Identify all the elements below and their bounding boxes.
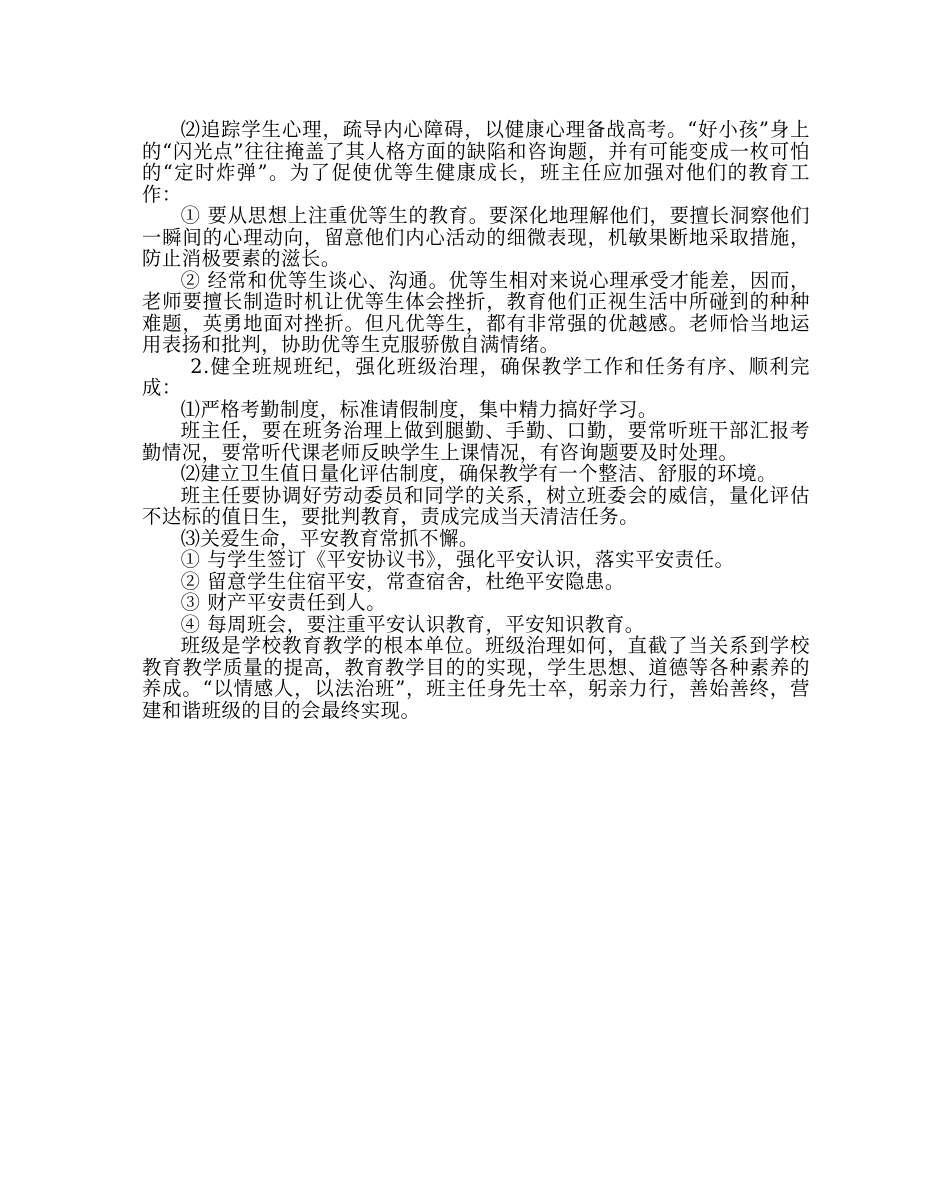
paragraph-safety-item-4: ④ 每周班会，要注重平安认识教育，平安知识教育。 bbox=[180, 612, 645, 636]
paragraph-mental-health: ⑵追踪学生心理，疏导内心障碍，以健康心理备战高考。“好小孩”身上的“闪光点”往往掩盖了其人格方面的缺陷和咨询题，并有可能变成一枚可怕的“定时炸弹”。为了促使优等生健康成长，班主任应加强对他们的教育工作： bbox=[142, 118, 810, 206]
paragraph-class-teacher-duties: 班主任，要在班务治理上做到腿勤、手勤、口勤，要常听班干部汇报考勤情况，要常听代课老师反映学生上课情况，有咨询题要及时处理。 bbox=[142, 419, 810, 464]
paragraph-section-2-heading: 2.健全班规班纪，强化班级治理，确保教学工作和任务有序、顺利完成： bbox=[142, 354, 810, 399]
paragraph-item-1-ideology: ① 要从思想上注重优等生的教育。要深化地理解他们，要擅长洞察他们一瞬间的心理动向，留意他们内心活动的细微表现，机敏果断地采取措施，防止消极要素的滋长。 bbox=[142, 204, 810, 270]
paragraph-safety-item-3: ③ 财产平安责任到人。 bbox=[180, 591, 387, 614]
paragraph-labor-committee: 班主任要协调好劳动委员和同学的关系，树立班委会的威信，量化评估不达标的值日生，要批判教育，责成完成当天清洁任务。 bbox=[142, 483, 810, 528]
paragraph-conclusion: 班级是学校教育教学的根本单位。班级治理如何，直截了当关系到学校教育教学质量的提高，教育教学目的的实现，学生思想、道德等各种素养的养成。“以情感人，以法治班”，班主任身先士卒，躬亲力行，善始善终，营建和谐班级的目的会最终实现。 bbox=[142, 634, 810, 722]
paragraph-safety: ⑶关爱生命，平安教育常抓不懈。 bbox=[180, 526, 479, 550]
document-page bbox=[142, 119, 810, 721]
paragraph-safety-item-1: ① 与学生签订《平安协议书》，强化平安认识，落实平安责任。 bbox=[180, 548, 735, 571]
paragraph-safety-item-2: ② 留意学生住宿平安，常查宿舍，杜绝平安隐患。 bbox=[180, 569, 625, 593]
paragraph-attendance: ⑴严格考勤制度，标准请假制度，集中精力搞好学习。 bbox=[180, 397, 658, 421]
paragraph-item-2-communication: ② 经常和优等生谈心、沟通。优等生相对来说心理承受才能差，因而，老师要擅长制造时机让优等生体会挫折，教育他们正视生活中所碰到的种种难题，英勇地面对挫折。但凡优等生，都有非常强的优越感。老师恰当地运用表扬和批判，协助优等生克服骄傲自满情绪。 bbox=[142, 268, 810, 356]
paragraph-hygiene: ⑵建立卫生值日量化评估制度，确保教学有一个整洁、舒服的环境。 bbox=[180, 462, 778, 485]
